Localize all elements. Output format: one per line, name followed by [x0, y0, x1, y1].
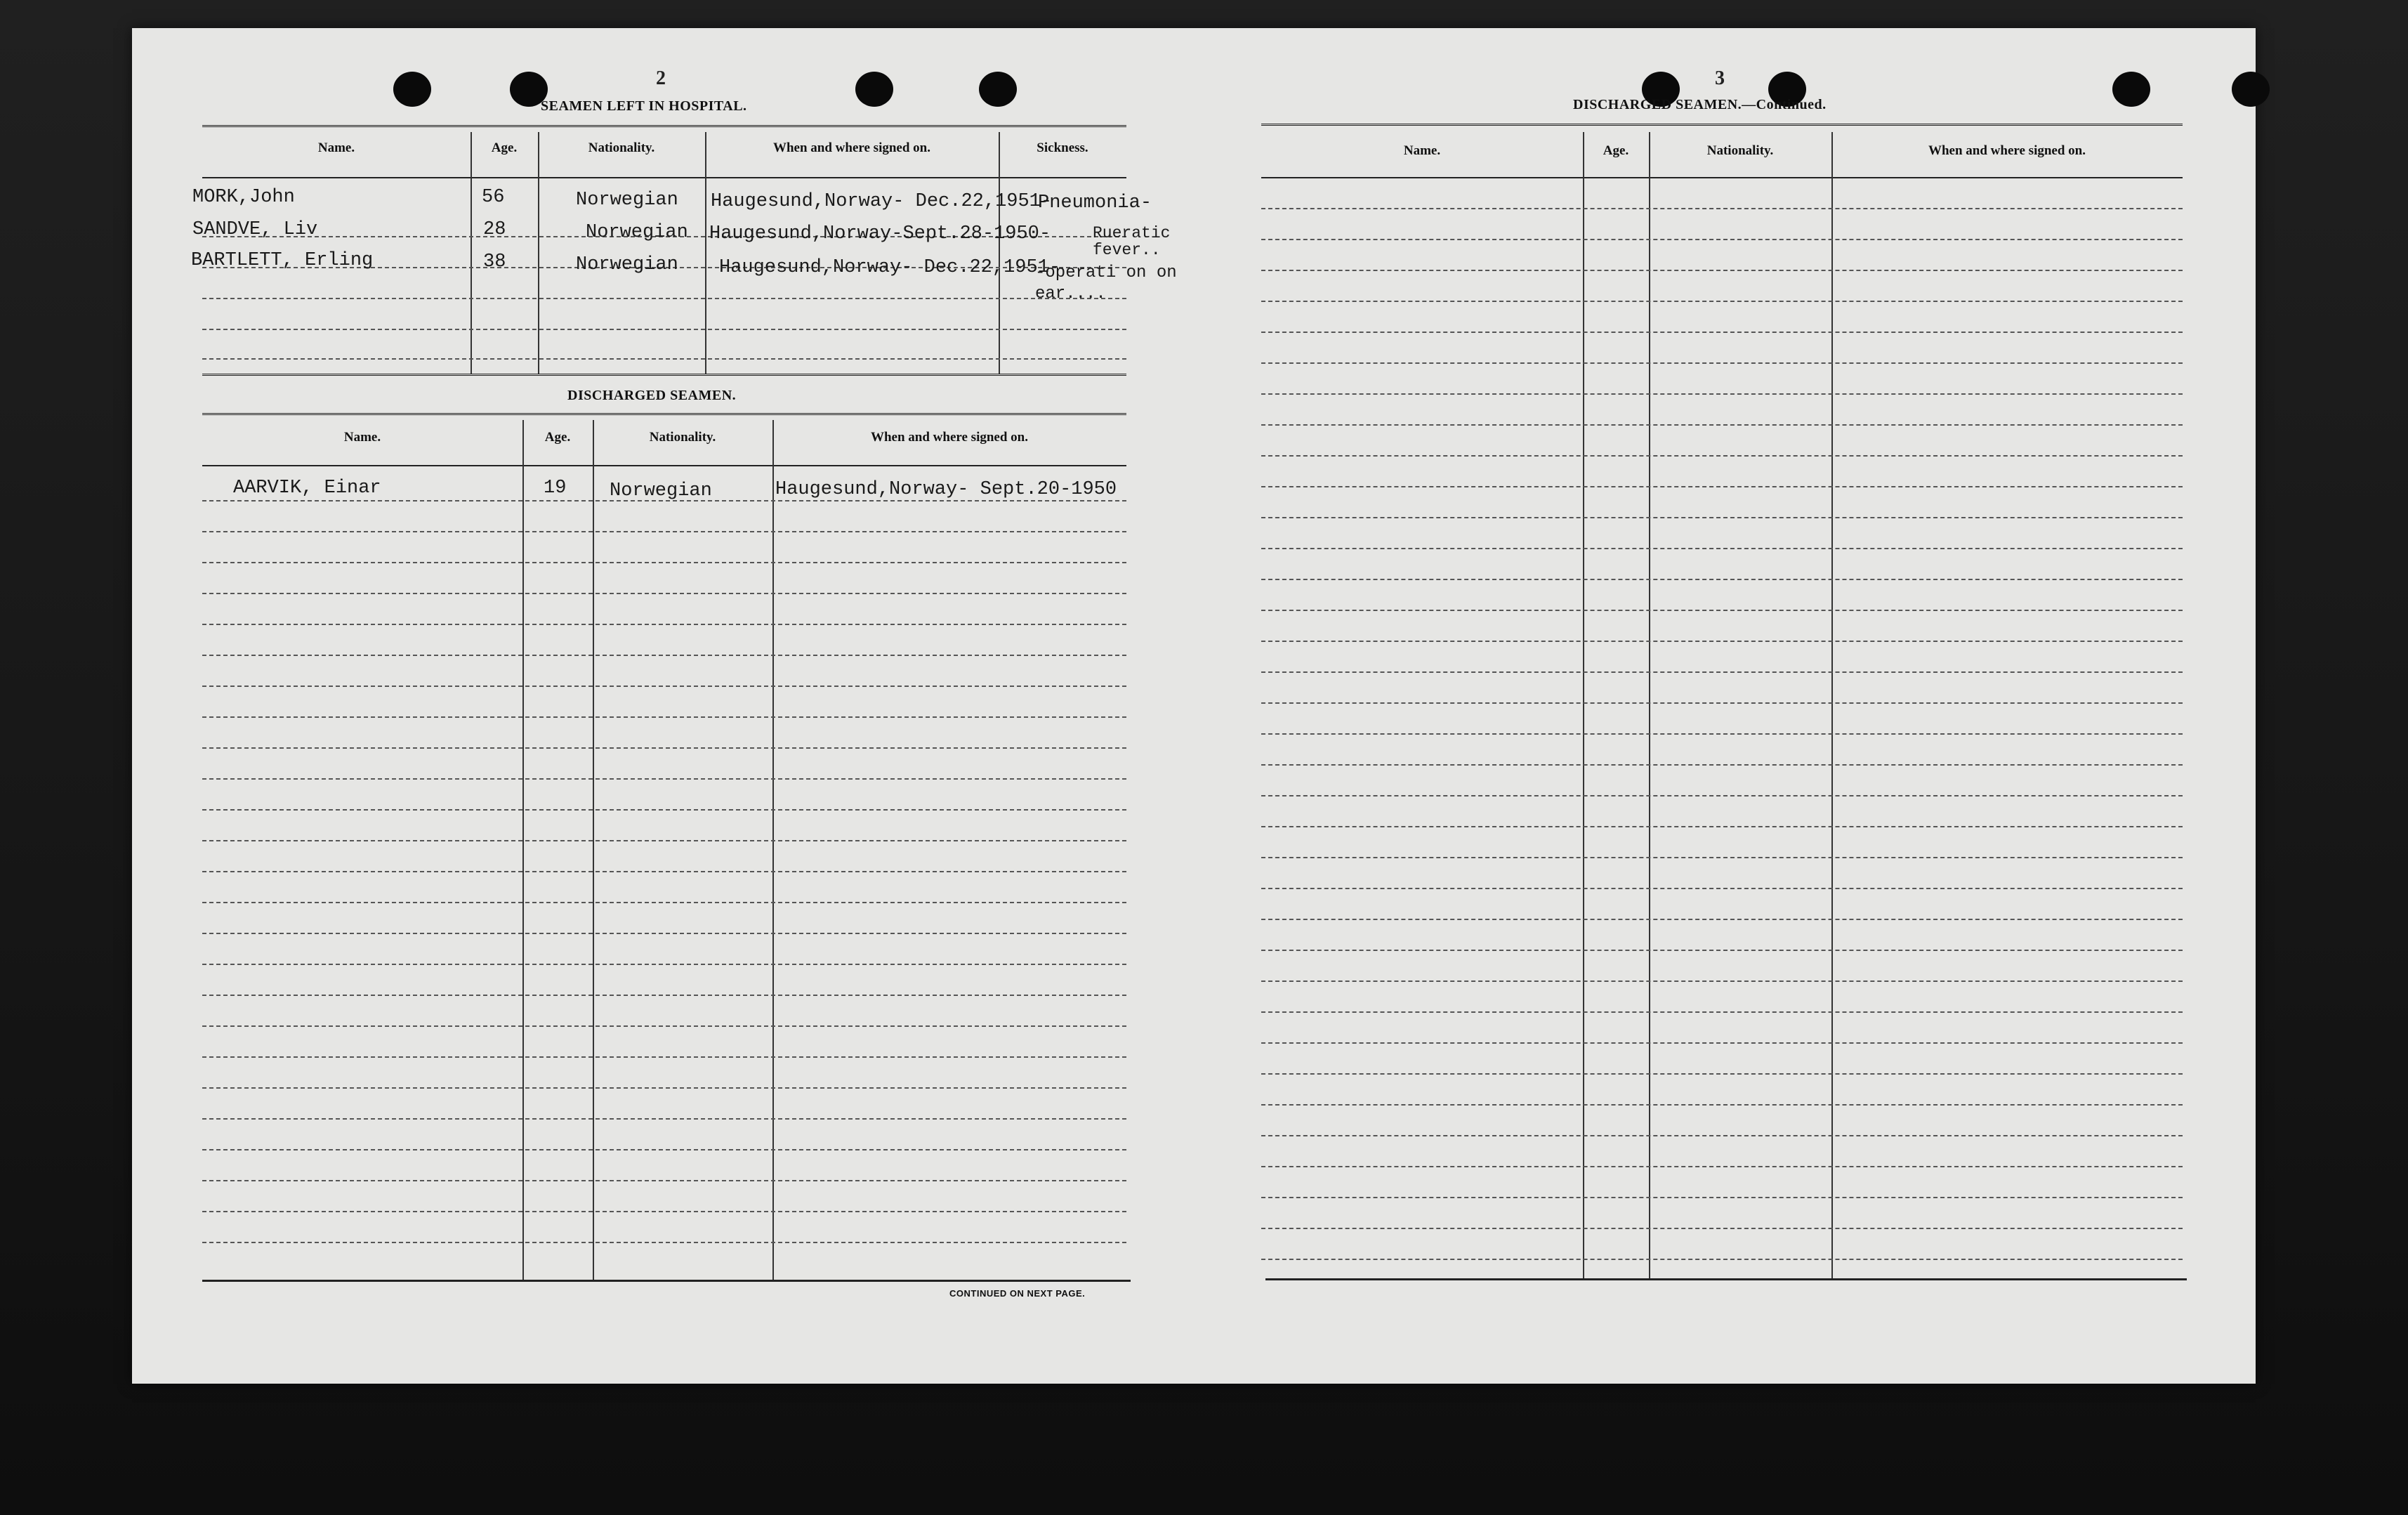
ruled-line — [202, 562, 1126, 563]
ruled-line — [1261, 1259, 2183, 1260]
seaman-age: 38 — [483, 251, 506, 273]
ruled-line — [202, 1211, 1126, 1212]
ruled-line — [1261, 671, 2183, 673]
ruled-line — [1261, 424, 2183, 426]
table-top-rule — [202, 125, 1126, 130]
ruled-line — [1261, 888, 2183, 889]
ruled-line — [202, 531, 1126, 532]
column-header-nationality: Nationality. — [649, 430, 716, 445]
column-header-name: Name. — [343, 430, 381, 445]
column-header-sickness: Sickness. — [1037, 140, 1088, 155]
discharged-section-title: DISCHARGED SEAMEN. — [567, 388, 737, 403]
seaman-nationality: Norwegian — [586, 222, 688, 243]
ruled-line — [1261, 919, 2183, 920]
punch-hole — [855, 72, 893, 107]
ruled-line — [202, 593, 1126, 594]
ruled-line — [1261, 764, 2183, 766]
column-divider — [772, 420, 774, 1280]
column-header-nationality: Nationality. — [588, 140, 655, 155]
ruled-line — [1261, 208, 2183, 209]
column-header-signed-on: When and where signed on. — [870, 430, 1028, 445]
punch-hole — [393, 72, 431, 107]
ruled-line — [202, 1242, 1126, 1243]
column-divider — [522, 420, 524, 1280]
seaman-signed-on: Haugesund,Norway- Sept.20-1950 — [775, 479, 1117, 500]
seaman-signed-on: Haugesund,Norway-Sept.28-1950- — [709, 223, 1051, 244]
seaman-name: AARVIK, Einar — [233, 478, 381, 499]
ruled-line — [1261, 362, 2183, 364]
ruled-line — [1261, 1197, 2183, 1198]
ruled-line — [1261, 857, 2183, 858]
seaman-name: SANDVE, Liv — [192, 219, 318, 240]
column-header-nationality: Nationality. — [1706, 143, 1774, 158]
table-top-rule — [1261, 124, 2183, 129]
ruled-line — [1261, 610, 2183, 611]
column-header-age: Age. — [544, 430, 571, 445]
hospital-section-title: SEAMEN LEFT IN HOSPITAL. — [541, 98, 747, 114]
page-number: 2 — [656, 67, 666, 89]
column-divider — [593, 420, 594, 1280]
ruled-line — [1261, 1011, 2183, 1013]
ruled-line — [1261, 950, 2183, 951]
column-divider — [1649, 132, 1650, 1278]
seaman-signed-on: Haugesund,Norway- Dec.22,1951- — [711, 191, 1053, 212]
ruled-line — [1261, 702, 2183, 704]
column-header-signed-on: When and where signed on. — [772, 140, 930, 155]
ruled-line — [1261, 239, 2183, 240]
ruled-line — [202, 1056, 1126, 1058]
ruled-line — [202, 902, 1126, 903]
seaman-nationality: Norwegian — [610, 480, 712, 501]
seaman-age: 28 — [483, 219, 506, 240]
ruled-line — [1261, 301, 2183, 302]
ruled-line — [1261, 641, 2183, 642]
seaman-signed-on: Haugesund,Norway- Dec.22,1951- — [719, 257, 1061, 278]
punch-hole — [2112, 72, 2150, 107]
ruled-line — [202, 995, 1126, 996]
column-divider — [999, 132, 1000, 374]
seaman-age: 19 — [544, 478, 567, 499]
ruled-line — [202, 840, 1126, 841]
ruled-line — [1261, 1073, 2183, 1075]
column-divider — [471, 132, 472, 374]
table-bottom-rule — [202, 1280, 1131, 1282]
ruled-line — [1261, 393, 2183, 395]
ruled-line — [202, 1149, 1126, 1150]
manifest-sheet — [132, 28, 2256, 1384]
seaman-sickness: -operati on on ear.... — [1035, 263, 1177, 303]
ruled-line — [202, 686, 1126, 687]
ruled-line — [202, 624, 1126, 625]
column-header-age: Age. — [491, 140, 518, 155]
continued-footer: CONTINUED ON NEXT PAGE. — [949, 1288, 1086, 1299]
column-header-signed-on: When and where signed on. — [1928, 143, 2086, 158]
ruled-line — [202, 655, 1126, 656]
ruled-line — [1261, 1135, 2183, 1136]
column-divider — [705, 132, 706, 374]
column-header-age: Age. — [1603, 143, 1629, 158]
ruled-line — [1261, 826, 2183, 827]
column-divider — [538, 132, 539, 374]
ruled-line — [1261, 1228, 2183, 1229]
ruled-line — [202, 1180, 1126, 1181]
ruled-line — [1261, 548, 2183, 549]
seaman-name: BARTLETT, Erling — [191, 250, 374, 271]
ruled-line — [1261, 270, 2183, 271]
seaman-sickness: Rueratic fever.. — [1093, 224, 1171, 259]
punch-hole — [979, 72, 1017, 107]
ruled-line — [1261, 1042, 2183, 1044]
ruled-line — [202, 809, 1126, 811]
discharged-continued-title: DISCHARGED SEAMEN.—Continued. — [1573, 97, 1827, 112]
seaman-name: MORK,John — [192, 187, 295, 208]
ruled-line — [202, 778, 1126, 780]
ruled-line — [1261, 795, 2183, 796]
ruled-line — [1261, 733, 2183, 735]
ruled-line — [202, 1025, 1126, 1027]
ruled-line — [202, 716, 1126, 718]
ruled-line — [202, 1087, 1126, 1089]
ruled-line — [1261, 1166, 2183, 1167]
ruled-line — [202, 329, 1126, 330]
column-divider — [1831, 132, 1833, 1278]
ruled-line — [202, 933, 1126, 934]
table-header-rule — [202, 177, 1126, 178]
ruled-line — [1261, 981, 2183, 982]
seaman-nationality: Norwegian — [576, 254, 678, 275]
table-bottom-rule — [1265, 1278, 2187, 1280]
table-header-rule — [202, 465, 1126, 466]
ruled-line — [1261, 455, 2183, 457]
ruled-line — [202, 871, 1126, 872]
seaman-nationality: Norwegian — [576, 190, 678, 211]
seaman-age: 56 — [482, 187, 505, 208]
ruled-line — [202, 1118, 1126, 1120]
column-header-name: Name. — [1403, 143, 1441, 158]
page-number: 3 — [1715, 67, 1725, 89]
table-header-rule — [1261, 177, 2183, 178]
ruled-line — [1261, 1104, 2183, 1106]
ruled-line — [202, 358, 1126, 360]
column-divider — [1583, 132, 1584, 1278]
ruled-line — [202, 298, 1126, 299]
ruled-line — [202, 747, 1126, 749]
seaman-sickness: Pneumonia- — [1038, 192, 1152, 214]
ruled-line — [202, 964, 1126, 965]
ruled-line — [1261, 486, 2183, 487]
table-bottom-rule — [202, 374, 1126, 379]
ruled-line — [1261, 332, 2183, 333]
column-header-name: Name. — [317, 140, 355, 155]
ruled-line — [1261, 579, 2183, 580]
punch-hole — [2232, 72, 2270, 107]
ruled-line — [1261, 517, 2183, 518]
table-top-rule — [202, 413, 1126, 418]
